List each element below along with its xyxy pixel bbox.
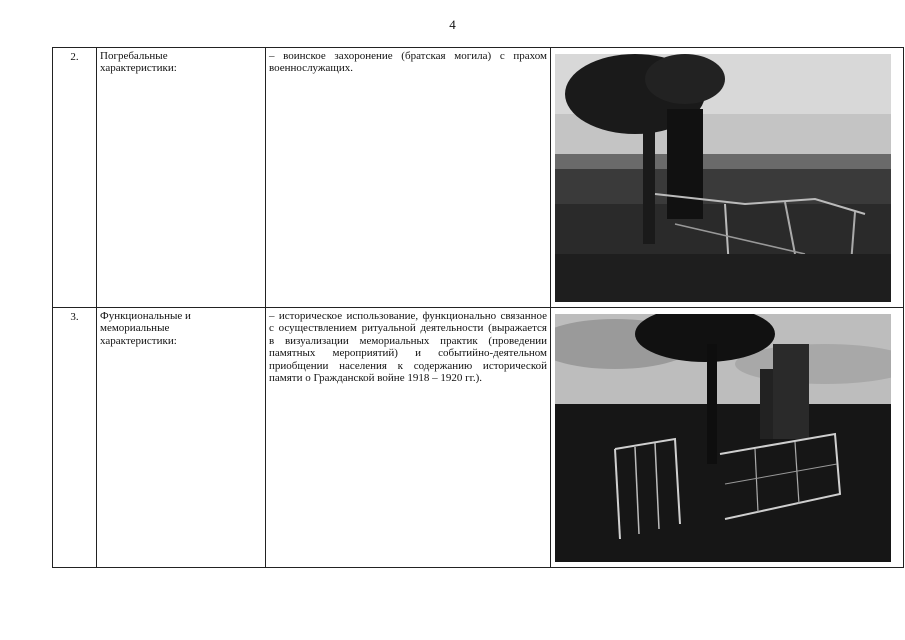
row-number: 3. — [53, 308, 97, 568]
photo-cell — [551, 48, 904, 308]
page-number: 4 — [449, 17, 456, 32]
photo-cell — [551, 308, 904, 568]
table-row — [53, 308, 904, 568]
table-row — [53, 48, 904, 308]
row-number: 2. — [53, 48, 97, 308]
row-title: Функциональные и мемориальные характеристики: — [97, 308, 266, 568]
row-description: – воинское захоронение (братская могила) с прахом военнослужащих. — [266, 48, 551, 308]
row-title: Погребальные характеристики: — [97, 48, 266, 308]
characteristics-table — [52, 47, 904, 568]
row-description: – историческое использование, функционально связанное с осуществлением ритуальной деятельности (выражается в визуализации мемориальных практик (проведении памятных мероприятий) и событийно-деятельном приобщении населения к содержанию исторической памяти о Гражданской войне 1918 – 1920 гг.). — [266, 308, 551, 568]
cemetery-photo — [555, 54, 891, 302]
memorial-photo — [555, 314, 891, 562]
